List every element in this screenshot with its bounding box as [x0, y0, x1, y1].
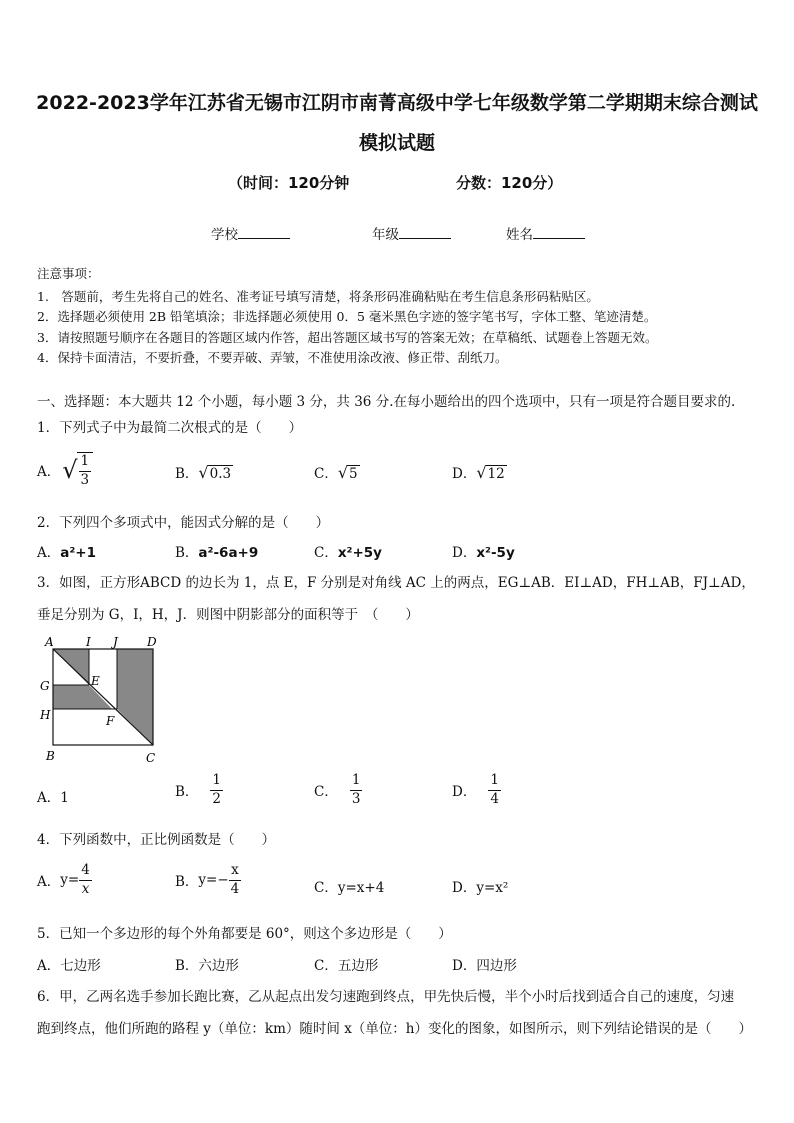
exam-score: 分数：120分）	[456, 174, 563, 192]
q3-option-c: C． $\frac{1}{3}$	[314, 772, 361, 807]
q1-option-a: A． √ $\frac{1}{3}$	[37, 452, 93, 487]
grade-blank	[399, 226, 451, 239]
school-field	[211, 223, 290, 243]
page-title-line2: 模拟试题	[358, 132, 435, 154]
question-1-stem: 1．下列式子中为最简二次根式的是（ ）	[37, 420, 303, 436]
note-item: 4．保持卡面清洁，不要折叠，不要弄破、弄皱，不准使用涂改液、修正带、刮纸刀。	[37, 350, 508, 365]
label-c: C	[146, 751, 156, 765]
sqrt-icon: √	[476, 463, 487, 482]
q5-option-b: B．六边形	[175, 958, 239, 974]
label-d: D	[147, 635, 157, 649]
question-3-stem: 3．如图，正方形ABCD 的边长为 1，点 E，F 分别是对角线 AC 上的两点，EG⊥AB．EI⊥AD，FH⊥AB，FJ⊥AD，	[37, 575, 755, 591]
shaded-band-jd	[117, 649, 153, 745]
note-item: 1. 答题前，考生先将自己的姓名、准考证号填写清楚，将条形码准确粘贴在考生信息条形码粘贴区。	[37, 289, 599, 304]
label-a: A	[45, 635, 54, 649]
question-5-stem: 5．已知一个多边形的每个外角都要是 60°，则这个多边形是（ ）	[37, 926, 452, 942]
question-3-stem-line2: 垂足分别为 G，I，H，J．则图中阴影部分的面积等于 （ ）	[37, 607, 419, 623]
label-i: I	[86, 635, 91, 649]
grade-field	[372, 223, 451, 243]
label-h: H	[40, 708, 51, 722]
q2-option-c: C．x²+5y	[314, 545, 382, 561]
note-item: 2．选择题必须使用 2B 铅笔填涂；非选择题必须使用 0．5 毫米黑色字迹的签字笔书写，字体工整、笔迹清楚。	[37, 309, 657, 324]
square-diagram	[36, 633, 166, 768]
sqrt-icon: √	[198, 463, 209, 482]
sqrt-icon: √	[62, 455, 78, 484]
name-blank	[533, 226, 585, 239]
label-e: E	[91, 674, 100, 688]
fraction: $\frac{1}{4}$	[490, 772, 499, 807]
question-6-stem-line2: 跑到终点，他们所跑的路程 y（单位：km）随时间 x（单位：h）变化的图象，如图所示，则下列结论错误的是（ ）	[37, 1021, 752, 1037]
fraction: $\frac{x}{4}$	[230, 862, 240, 897]
fraction: $\frac{1}{3}$	[351, 772, 361, 807]
fraction: $\frac{4}{x}$	[81, 862, 90, 897]
sqrt-icon: √	[337, 463, 349, 482]
q2-option-d: D．x²-5y	[452, 545, 515, 561]
school-label: 学校	[211, 227, 238, 243]
q3-option-b: B． $\frac{1}{2}$	[175, 772, 222, 807]
label-b: B	[46, 749, 55, 763]
q5-option-a: A．七边形	[37, 958, 101, 974]
notes-heading: 注意事项：	[37, 266, 100, 281]
q5-option-c: C．五边形	[314, 958, 379, 974]
label-f: F	[106, 714, 115, 728]
question-6-stem: 6．甲，乙两名选手参加长跑比赛，乙从起点出发匀速跑到终点，甲先快后慢，半个小时后找到适合自己的速度，匀速	[37, 989, 735, 1005]
q4-option-d: D．y=x²	[452, 880, 509, 896]
fraction: $\frac{1}{3}$	[80, 453, 90, 488]
q2-option-b: B．a²-6a+9	[175, 545, 259, 561]
grade-label: 年级	[372, 227, 399, 243]
label-g: G	[40, 679, 50, 693]
page-title: 2022-2023学年江苏省无锡市江阴市南菁高级中学七年级数学第二学期期末综合测试	[36, 92, 758, 114]
q5-option-d: D．四边形	[452, 958, 517, 974]
label-j: J	[113, 635, 118, 649]
q2-option-a: A．a²+1	[37, 545, 96, 561]
q4-option-b: B． y=− $\frac{x}{4}$	[175, 862, 240, 897]
q1-option-d: D．√12	[452, 463, 505, 482]
name-field	[506, 223, 585, 243]
school-blank	[238, 226, 290, 239]
fraction: $\frac{1}{2}$	[212, 772, 222, 807]
q3-option-d: D． $\frac{1}{4}$	[452, 772, 499, 807]
exam-time: （时间：120分钟	[228, 174, 350, 192]
question-2-stem: 2．下列四个多项式中，能因式分解的是（ ）	[37, 515, 330, 531]
q3-option-a: A．1	[37, 790, 69, 806]
name-label: 姓名	[506, 227, 533, 243]
q4-option-c: C．y=x+4	[314, 880, 385, 896]
q4-option-a: A． y= $\frac{4}{x}$	[37, 862, 90, 897]
q1-option-c: C．√5	[314, 463, 358, 482]
question-4-stem: 4．下列函数中，正比例函数是（ ）	[37, 832, 276, 848]
note-item: 3．请按照题号顺序在各题目的答题区域内作答，超出答题区域书写的答案无效；在草稿纸、试题卷上答题无效。	[37, 330, 658, 345]
q1-option-b: B．√0.3	[175, 463, 232, 482]
section-heading: 一、选择题：本大题共 12 个小题，每小题 3 分，共 36 分.在每小题给出的四个选项中，只有一项是符合题目要求的.	[37, 394, 736, 410]
